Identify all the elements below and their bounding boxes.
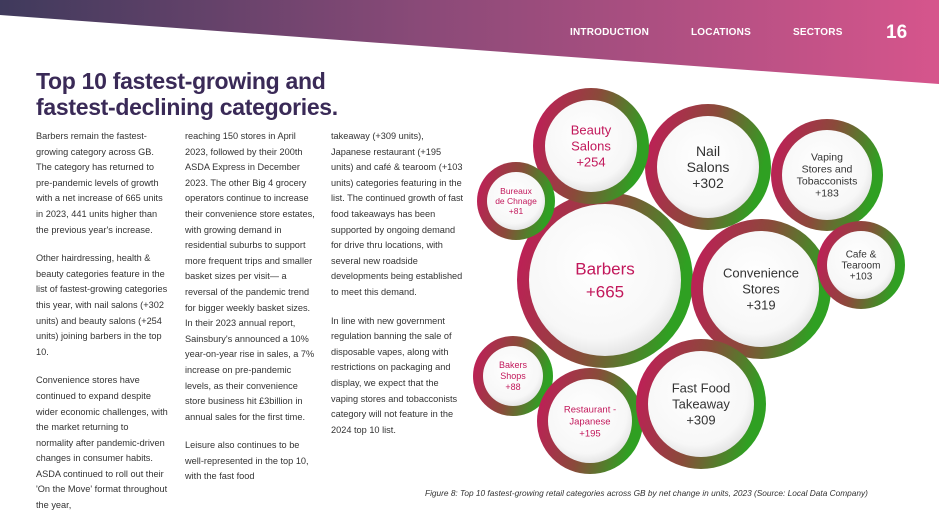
- bubble-label: Takeaway: [672, 396, 730, 412]
- bubble-value: +81: [508, 205, 524, 216]
- figure-caption: Figure 8: Top 10 fastest-growing retail categories across GB by net change in units, 2023 (Source: Local Data Company): [425, 488, 868, 498]
- paragraph: Leisure also continues to be well-represented in the top 10, with the fast food: [185, 440, 309, 482]
- bubble-value: +195: [579, 428, 601, 440]
- bubble-face: [529, 204, 681, 356]
- bubble: [771, 119, 883, 231]
- nav-introduction[interactable]: INTRODUCTION: [570, 27, 650, 38]
- bubble-label: Cafe &: [845, 249, 877, 261]
- bubble: [537, 368, 643, 474]
- paragraph: Convenience stores have continued to expand despite wider economic challenges, with the market returning to normality after pandemic-driven changes in consumer habits. ASDA continued to roll out their 'On the Move' format throughout the year,: [36, 375, 168, 511]
- paragraph: takeaway (+309 units), Japanese restaurant (+195 units) and café & tearoom (+103 units) categories featuring in the list. The continued growth of fast food takeaways has been supported by ongoing demand for drive thru locations, with several new roadside developments being established to meet this demand.: [331, 131, 464, 297]
- bubble-label: Salons: [686, 158, 730, 175]
- bubble-value: +319: [746, 297, 776, 313]
- bubble: [477, 162, 555, 240]
- bubble-label: Beauty: [570, 122, 612, 138]
- bubble: [691, 219, 831, 359]
- bubble-label: Japanese: [569, 416, 611, 428]
- bubble-label: Bakers: [498, 360, 528, 371]
- bubble-label: Tobacconists: [796, 175, 858, 188]
- bubble-value: +103: [849, 271, 873, 283]
- nav-sectors[interactable]: SECTORS: [793, 27, 843, 38]
- bubble-label: Stores and: [801, 163, 853, 176]
- bubble-label: Nail: [695, 142, 721, 159]
- paragraph: Barbers remain the fastest-growing category across GB. The category has returned to pre-pandemic levels of growth with a net increase of 665 units in 2023, 441 units higher than the previous year's increase.: [36, 131, 163, 235]
- bubble-value: +183: [815, 187, 839, 200]
- bubble-label: Restaurant -: [563, 404, 617, 416]
- bubble-label: Fast Food: [671, 380, 731, 396]
- bubble-value: +254: [576, 154, 606, 170]
- bubble-label: Shops: [500, 371, 526, 382]
- bubble: [636, 339, 766, 469]
- bubble-label: Barbers: [575, 259, 635, 279]
- page-title: Top 10 fastest-growing and fastest-declining categories.: [36, 68, 338, 120]
- bubble-label: Stores: [742, 281, 780, 297]
- paragraph: Other hairdressing, health & beauty categories feature in the list of fastest-growing categories this year, with nail salons (+302 units) and beauty salons (+254 units) joining barbers in the top 10.: [36, 253, 168, 357]
- bubble-value: +88: [505, 382, 521, 393]
- bubble-label: Tearoom: [841, 260, 881, 272]
- bubble: [817, 221, 905, 309]
- page-number: 16: [886, 22, 908, 43]
- bubble-label: Salons: [571, 138, 611, 154]
- bubble-value: +302: [692, 174, 724, 191]
- nav-locations[interactable]: LOCATIONS: [691, 27, 751, 38]
- paragraph: In line with new government regulation banning the sale of disposable vapes, along with restrictions on packaging and display, we expect that the vaping stores and tobacconists category will not feature in the 2024 top 10 list.: [331, 315, 458, 435]
- bubble-value: +309: [686, 412, 716, 428]
- bubble-value: +665: [585, 282, 625, 302]
- bubble-label: Convenience: [723, 265, 799, 281]
- bubble-label: Vaping: [811, 151, 843, 164]
- bubble: [645, 104, 771, 230]
- bubble-label: de Chnage: [495, 195, 537, 206]
- paragraph: reaching 150 stores in April 2023, followed by their 200th ASDA Express in December 2023. The other Big 4 grocery operators continue to increase their convenience store estates, with growing demand in residential suburbs to support more frequent trips and smaller basket sizes per visit— a reversal of the pandemic trend for bigger weekly basket sizes. In their 2023 annual report, Sainsbury's announced a 10% year-on-year rise in sales, a 7% increase on pre-pandemic levels, as their convenience store business hit £3billion in annual sales for the first time.: [185, 131, 315, 422]
- bubble-label: Bureaux: [500, 185, 532, 196]
